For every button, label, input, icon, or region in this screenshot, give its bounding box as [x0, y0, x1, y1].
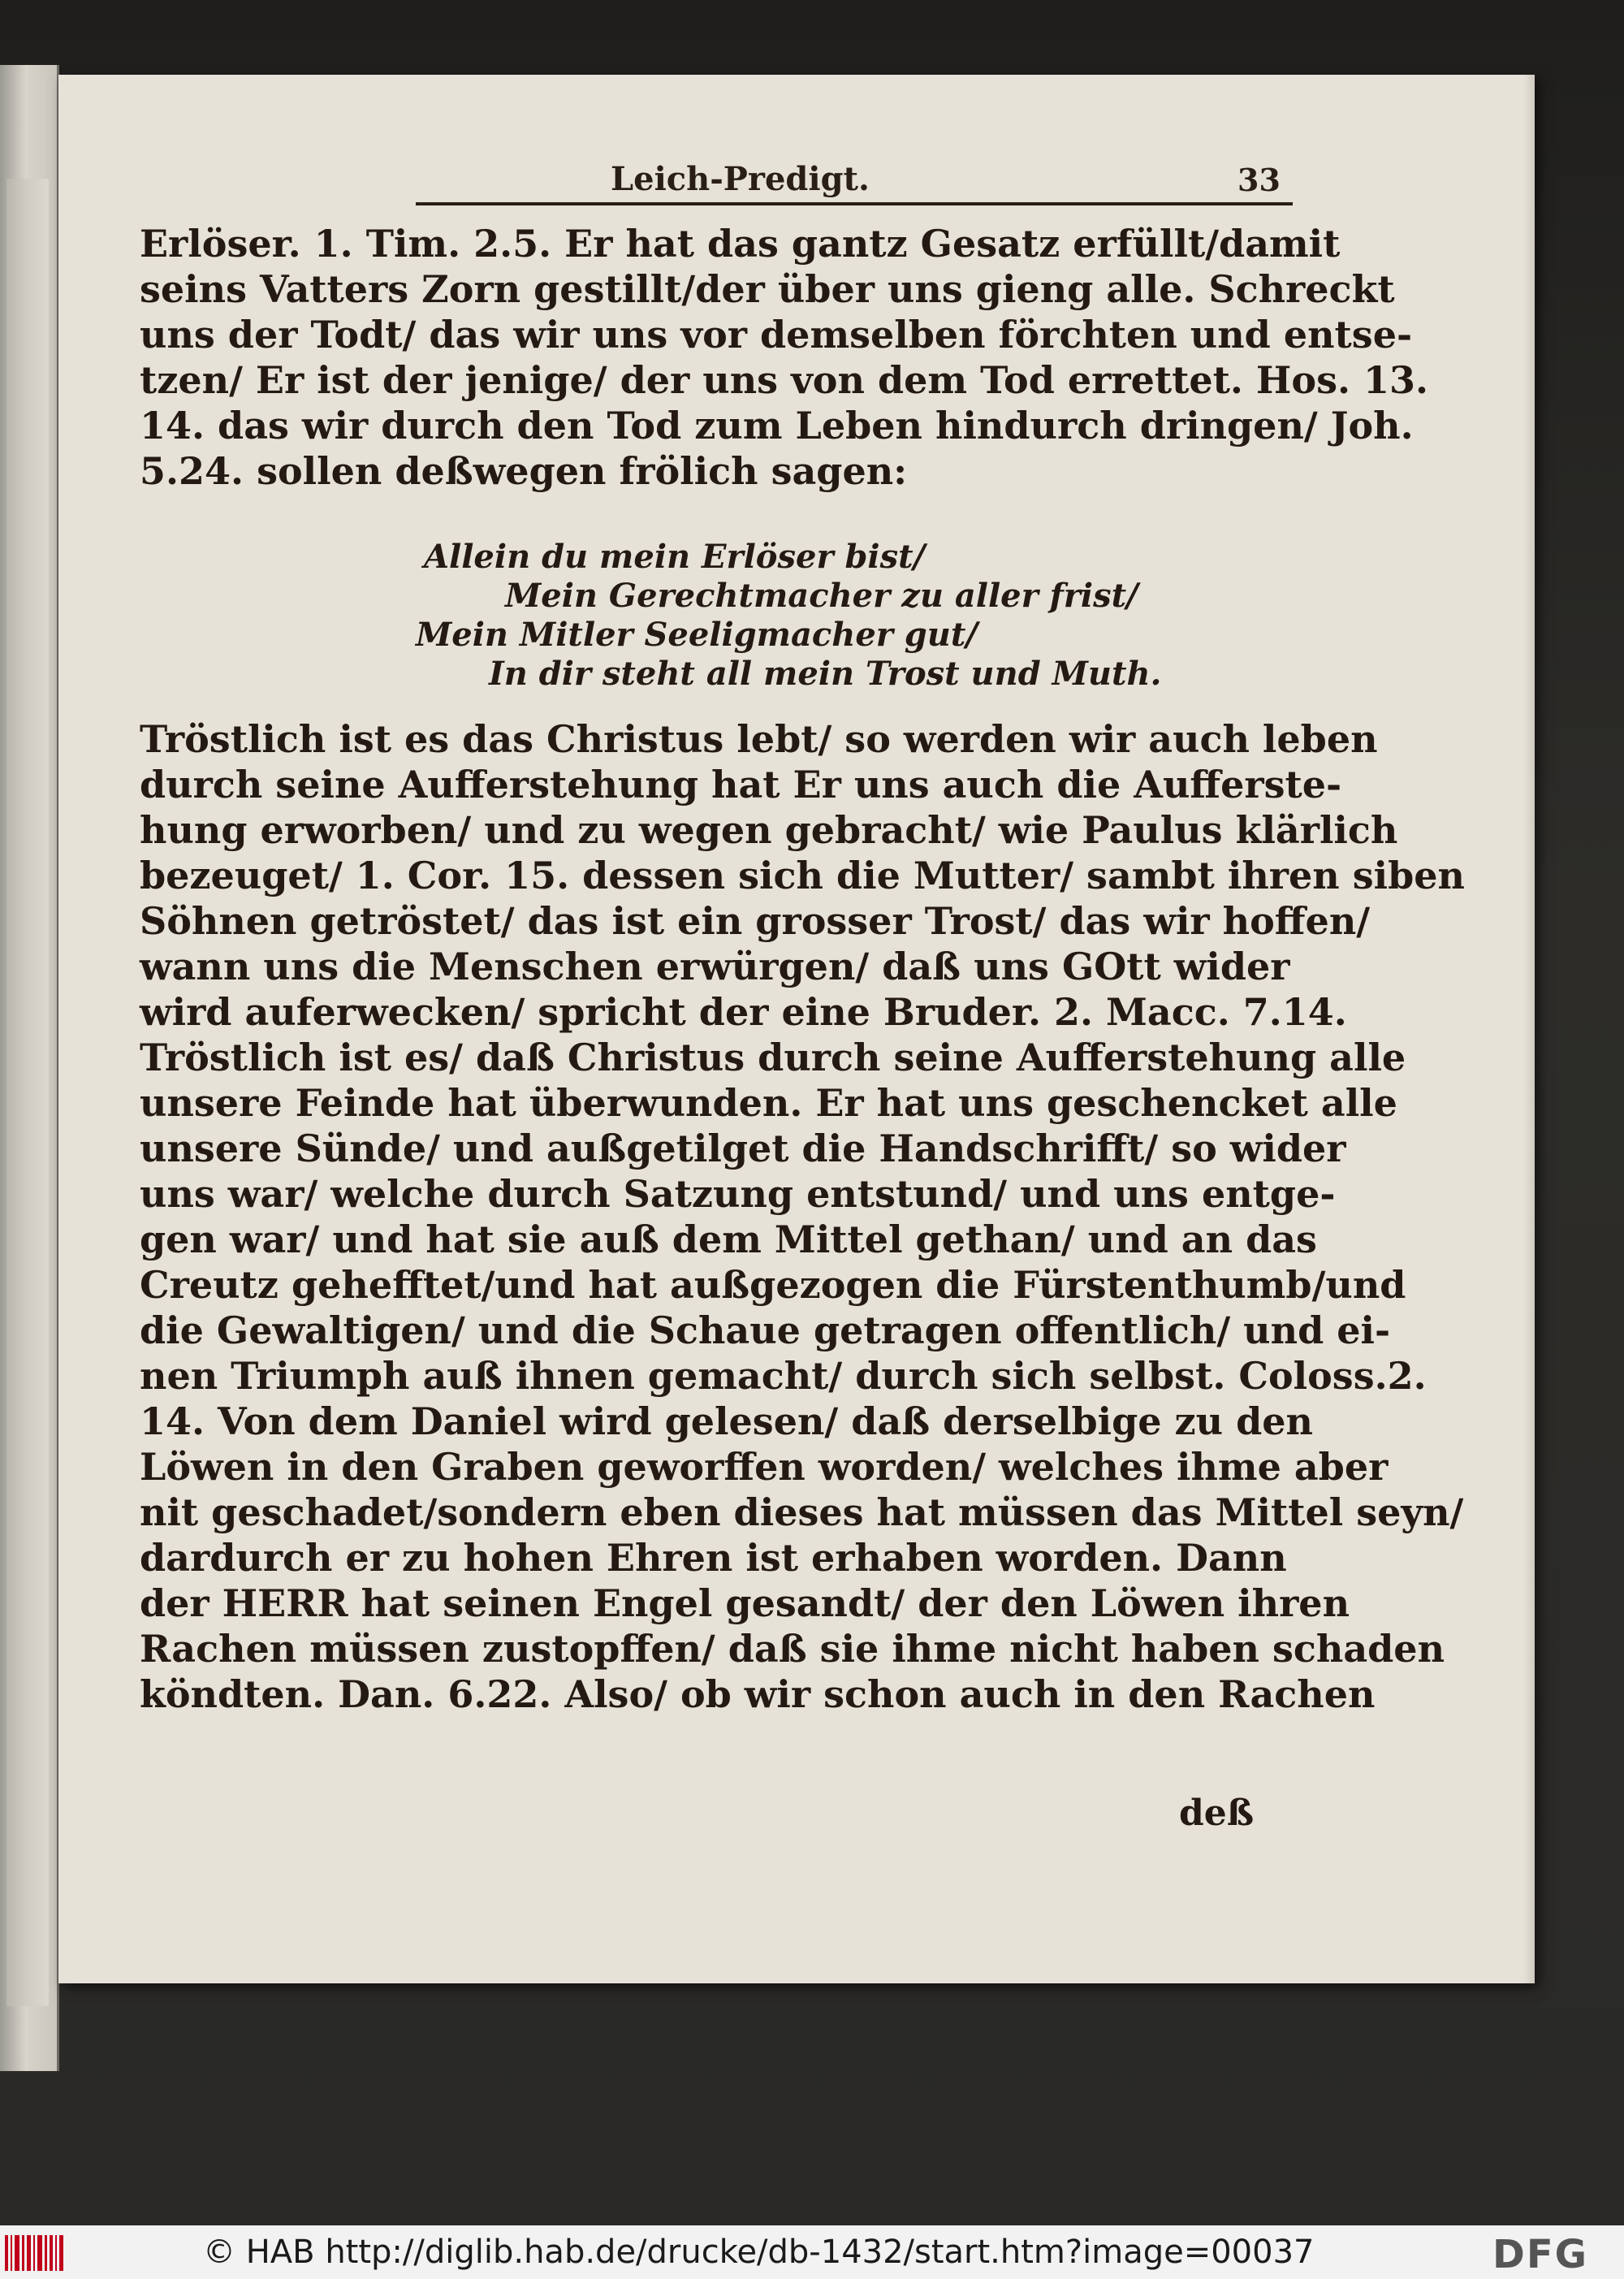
text-line: Löwen in den Graben geworffen worden/ welches ihme aber	[140, 1445, 1389, 1489]
text-line: der HERR hat seinen Engel gesandt/ der den Löwen ihren	[140, 1581, 1350, 1625]
text-line: nen Triumph auß ihnen gemacht/ durch sich selbst. Coloss.2.	[140, 1354, 1427, 1398]
verse-line: Allein du mein Erlöser bist/	[424, 538, 926, 576]
copyright-link[interactable]: © HAB http://diglib.hab.de/drucke/db-1432/start.htm?image=00037	[203, 2234, 1315, 2271]
text-line: 14. das wir durch den Tod zum Leben hindurch dringen/ Joh.	[140, 404, 1414, 448]
running-head-title: Leich-Predigt.	[611, 160, 870, 198]
text-line: nit geschadet/sondern eben dieses hat müssen das Mittel seyn/	[140, 1490, 1464, 1534]
dfg-logo: DFG	[1492, 2232, 1589, 2277]
head-rule	[416, 202, 1293, 205]
text-line: hung erworben/ und zu wegen gebracht/ wie Paulus klärlich	[140, 808, 1398, 852]
text-line: uns war/ welche durch Satzung entstund/ und uns entge-	[140, 1172, 1336, 1216]
text-line: bezeuget/ 1. Cor. 15. dessen sich die Mutter/ sambt ihren siben	[140, 854, 1465, 897]
text-line: wann uns die Menschen erwürgen/ daß uns GOtt wider	[140, 945, 1290, 988]
text-line: dardurch er zu hohen Ehren ist erhaben worden. Dann	[140, 1536, 1287, 1580]
text-line: tzen/ Er ist der jenige/ der uns von dem Tod errettet. Hos. 13.	[140, 358, 1429, 402]
text-line: Rachen müssen zustopffen/ daß sie ihme nicht haben schaden	[140, 1627, 1445, 1671]
verse-line: Mein Gerechtmacher zu aller frist/	[505, 577, 1138, 615]
text-line: durch seine Aufferstehung hat Er uns auch die Aufferste-	[140, 763, 1342, 807]
verse-line: In dir steht all mein Trost und Muth.	[489, 655, 1162, 693]
text-line: seins Vatters Zorn gestillt/der über uns gieng alle. Schreckt	[140, 267, 1395, 311]
text-line: Tröstlich ist es das Christus lebt/ so werden wir auch leben	[140, 717, 1378, 761]
text-line: unsere Feinde hat überwunden. Er hat uns geschencket alle	[140, 1081, 1397, 1125]
previous-page-edge	[0, 65, 59, 2071]
text-line: gen war/ und hat sie auß dem Mittel gethan/ und an das	[140, 1217, 1317, 1261]
text-line: Söhnen getröstet/ das ist ein grosser Trost/ das wir hoffen/	[140, 899, 1371, 943]
catchword: deß	[1179, 1792, 1255, 1834]
text-line: unsere Sünde/ und außgetilget die Handschrifft/ so wider	[140, 1127, 1346, 1170]
verse-line: Mein Mitler Seeligmacher gut/	[416, 616, 978, 654]
text-line: Erlöser. 1. Tim. 2.5. Er hat das gantz Gesatz erfüllt/damit	[140, 222, 1341, 266]
text-line: köndten. Dan. 6.22. Also/ ob wir schon auch in den Rachen	[140, 1672, 1376, 1716]
text-line: Creutz gehefftet/und hat außgezogen die Fürstenthumb/und	[140, 1263, 1406, 1307]
footer-bar	[0, 2225, 1624, 2279]
previous-page-text-shadow	[6, 179, 49, 2006]
text-line: die Gewaltigen/ und die Schaue getragen offentlich/ und ei-	[140, 1308, 1391, 1352]
running-head	[140, 160, 1293, 209]
barcode-icon	[5, 2235, 67, 2271]
page-edge-shading	[1523, 75, 1535, 1983]
text-line: 5.24. sollen deßwegen frölich sagen:	[140, 449, 908, 493]
book-page	[58, 75, 1535, 1983]
text-line: uns der Todt/ das wir uns vor demselben förchten und entse-	[140, 313, 1413, 357]
text-line: wird auferwecken/ spricht der eine Bruder. 2. Macc. 7.14.	[140, 990, 1347, 1034]
text-line: 14. Von dem Daniel wird gelesen/ daß derselbige zu den	[140, 1399, 1314, 1443]
text-line: Tröstlich ist es/ daß Christus durch seine Aufferstehung alle	[140, 1036, 1406, 1079]
page-number: 33	[1237, 162, 1281, 198]
